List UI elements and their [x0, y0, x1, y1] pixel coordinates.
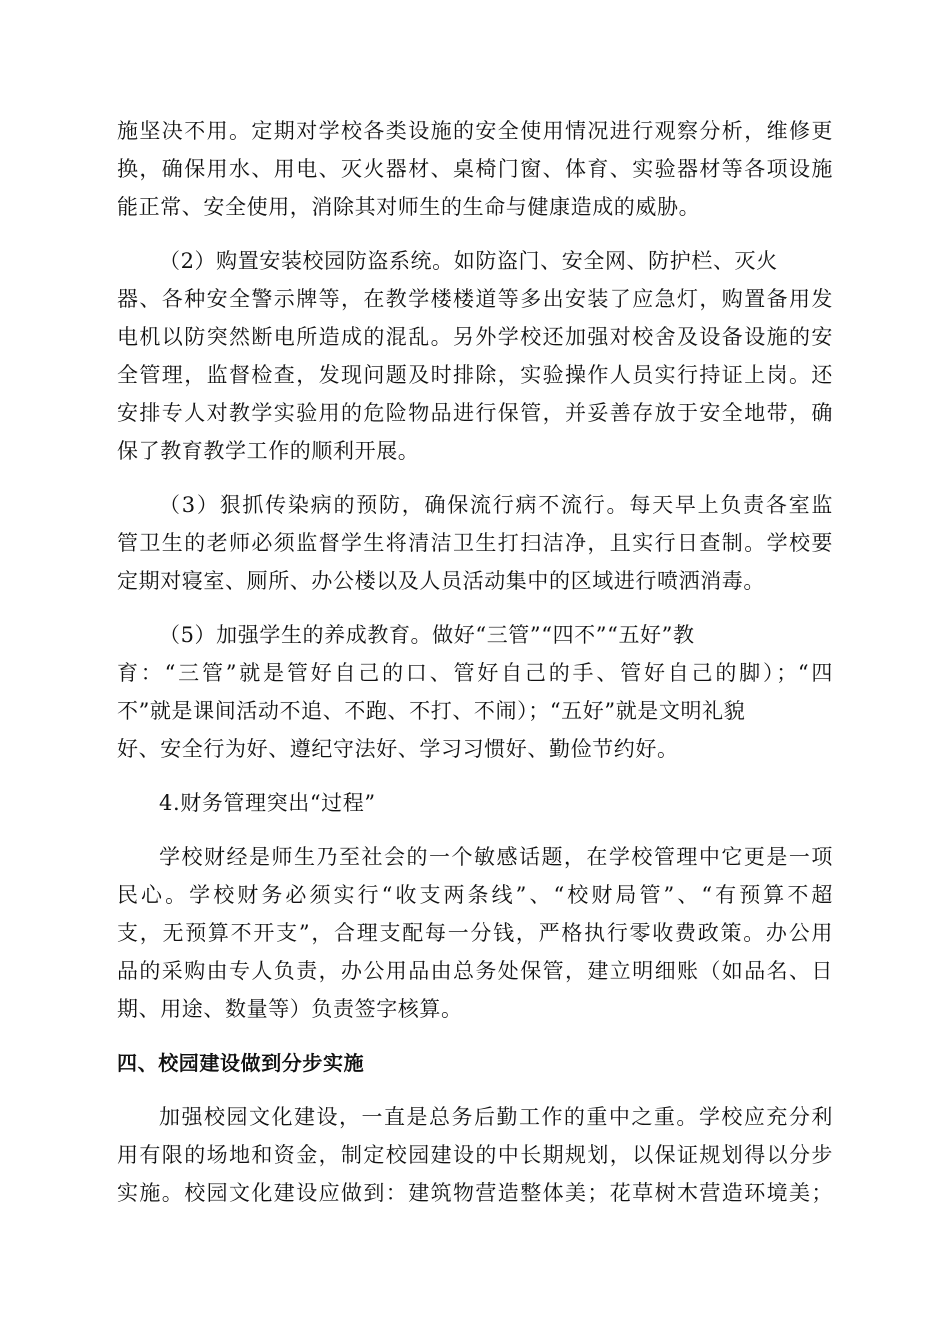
section-subheading: 4.财务管理突出“过程”	[159, 791, 376, 815]
paragraph-line: 学校财经是师生乃至社会的一个敏感话题，在学校管理中它更是一项	[159, 845, 833, 869]
paragraph-line: 民心。学校财务必须实行“收支两条线”、“校财局管”、“有预算不超	[117, 883, 833, 907]
paragraph-line: 支，无预算不开支”，合理支配每一分钱，严格执行零收费政策。办公用	[117, 921, 833, 945]
paragraph-line: 安排专人对教学实验用的危险物品进行保管，并妥善存放于安全地带，确	[117, 401, 833, 425]
paragraph-line: 育：“三管”就是管好自己的口、管好自己的手、管好自己的脚）；“四	[117, 661, 833, 685]
paragraph-line: 期、用途、数量等）负责签字核算。	[117, 997, 463, 1021]
paragraph-line: 定期对寝室、厕所、办公楼以及人员活动集中的区域进行喷洒消毒。	[117, 569, 765, 593]
paragraph-line: 器、各种安全警示牌等，在教学楼楼道等多出安装了应急灯，购置备用发	[117, 287, 833, 311]
paragraph-line: （5）加强学生的养成教育。做好“三管”“四不”“五好”教	[159, 623, 695, 647]
paragraph-line: 管卫生的老师必须监督学生将清洁卫生打扫洁净，且实行日查制。学校要	[117, 531, 833, 555]
paragraph-line: 不”就是课间活动不追、不跑、不打、不闹）；“五好”就是文明礼貌	[117, 699, 746, 723]
paragraph-line: 品的采购由专人负责，办公用品由总务处保管，建立明细账（如品名、日	[117, 959, 833, 983]
paragraph-line: 加强校园文化建设，一直是总务后勤工作的重中之重。学校应充分利	[159, 1105, 833, 1129]
paragraph-line: 能正常、安全使用，消除其对师生的生命与健康造成的威胁。	[117, 195, 701, 219]
paragraph-line: 保了教育教学工作的顺利开展。	[117, 439, 420, 463]
paragraph-line: 用有限的场地和资金，制定校园建设的中长期规划，以保证规划得以分步	[117, 1143, 833, 1167]
paragraph-line: （3）狠抓传染病的预防，确保流行病不流行。每天早上负责各室监	[159, 493, 833, 517]
paragraph-line: 电机以防突然断电所造成的混乱。另外学校还加强对校舍及设备设施的安	[117, 325, 833, 349]
paragraph-line: 施坚决不用。定期对学校各类设施的安全使用情况进行观察分析，维修更	[117, 119, 833, 143]
paragraph-line: 好、安全行为好、遵纪守法好、学习习惯好、勤俭节约好。	[117, 737, 679, 761]
paragraph-line: 全管理，监督检查，发现问题及时排除，实验操作人员实行持证上岗。还	[117, 363, 833, 387]
section-heading: 四、校园建设做到分步实施	[117, 1051, 365, 1075]
paragraph-line: （2）购置安装校园防盗系统。如防盗门、安全网、防护栏、灭火	[159, 249, 778, 273]
paragraph-line: 实施。校园文化建设应做到：建筑物营造整体美；花草树木营造环境美；	[117, 1181, 833, 1205]
paragraph-line: 换，确保用水、用电、灭火器材、桌椅门窗、体育、实验器材等各项设施	[117, 157, 833, 181]
